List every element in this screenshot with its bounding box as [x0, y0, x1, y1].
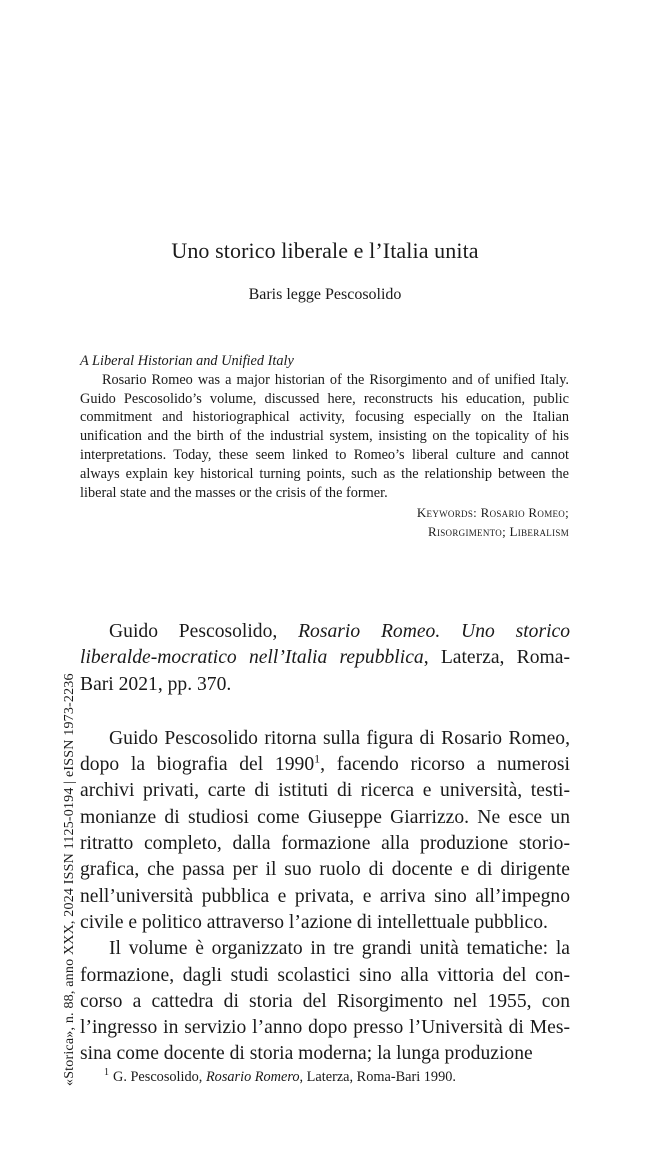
footnote-rest: , Laterza, Roma-Bari 1990. — [299, 1069, 456, 1085]
journal-info: «Storica», n. 88, anno XXX, 2024 ISSN 1125-0194 | eISSN 1973-2236 — [62, 673, 77, 1086]
keywords-line-2: Risorgimento; Liberalism — [427, 524, 569, 540]
footnote — [104, 1069, 574, 1086]
reference-author: Guido Pescosolido, — [109, 621, 299, 642]
article-author: Baris legge Pescosolido — [248, 286, 402, 303]
footnote-title: Rosario Romero — [205, 1069, 300, 1085]
paragraph-2: Il volume è organizzato in tre grandi unità tematiche: la formazione, dagli studi scolastici sino alla vittoria del con-corso a cattedra di storia del Risorgimento nel 1955, con l’ingresso in servizio l’anno dopo presso l’Università di Mes-sina come docente di storia moderna; la lunga produzione — [80, 938, 570, 1065]
paragraph-1-start: Guido Pescosolido ritorna sulla figura di Rosario Romeo, dopo la biografia del 1990 — [80, 727, 570, 776]
article-title: Uno storico liberale e l’Italia unita — [171, 238, 479, 263]
abstract-title: A Liberal Historian and Unified Italy — [80, 353, 294, 369]
book-reference — [80, 619, 570, 698]
reference-book-title: Rosario Romeo. Uno storico liberalde-mocratico nell’Italia repubblica — [80, 621, 571, 669]
footnote-author: G. Pescosolido, — [113, 1069, 206, 1085]
footnote-marker[interactable]: 1 — [314, 751, 321, 766]
footnote-number: 1 — [104, 1067, 109, 1079]
main-text — [80, 619, 570, 1068]
reference-publisher: , Laterza, Roma-Bari 2021, pp. 370. — [80, 647, 570, 695]
abstract-section — [80, 352, 569, 541]
paragraph-1-end: , facendo ricorso a numerosi archivi privati, carte di istituti di ricerca e università, testi-monianze di studiosi come Giuseppe Giarrizzo. Ne esce un ritratto completo, dalla formazione alla produzione storio-grafica, che passa per il suo ruolo di docente e di dirigente nell’università pubblica e privata, e arriva sino all’impegno civile e politico attraverso l’azione di intellettuale pubblico. — [80, 754, 570, 933]
keywords-line-1: Keywords: Rosario Romeo; — [416, 505, 569, 521]
paragraph-1 — [80, 726, 570, 936]
abstract-body: Rosario Romeo was a major historian of the Risorgimento and of unified Italy. Guido Pescosolido’s volume, discussed here, reconstructs his education, public commitment and historiographical activity, focusing especially on the Italian unification and the birth of the industrial system, insisting on the topicality of his interpretations. Today, these seem linked to Romeo’s liberal culture and cannot always explain key historical turning points, such as the relationship between the liberal state and the masses or the crisis of the former. — [80, 371, 569, 501]
keywords — [80, 503, 569, 541]
